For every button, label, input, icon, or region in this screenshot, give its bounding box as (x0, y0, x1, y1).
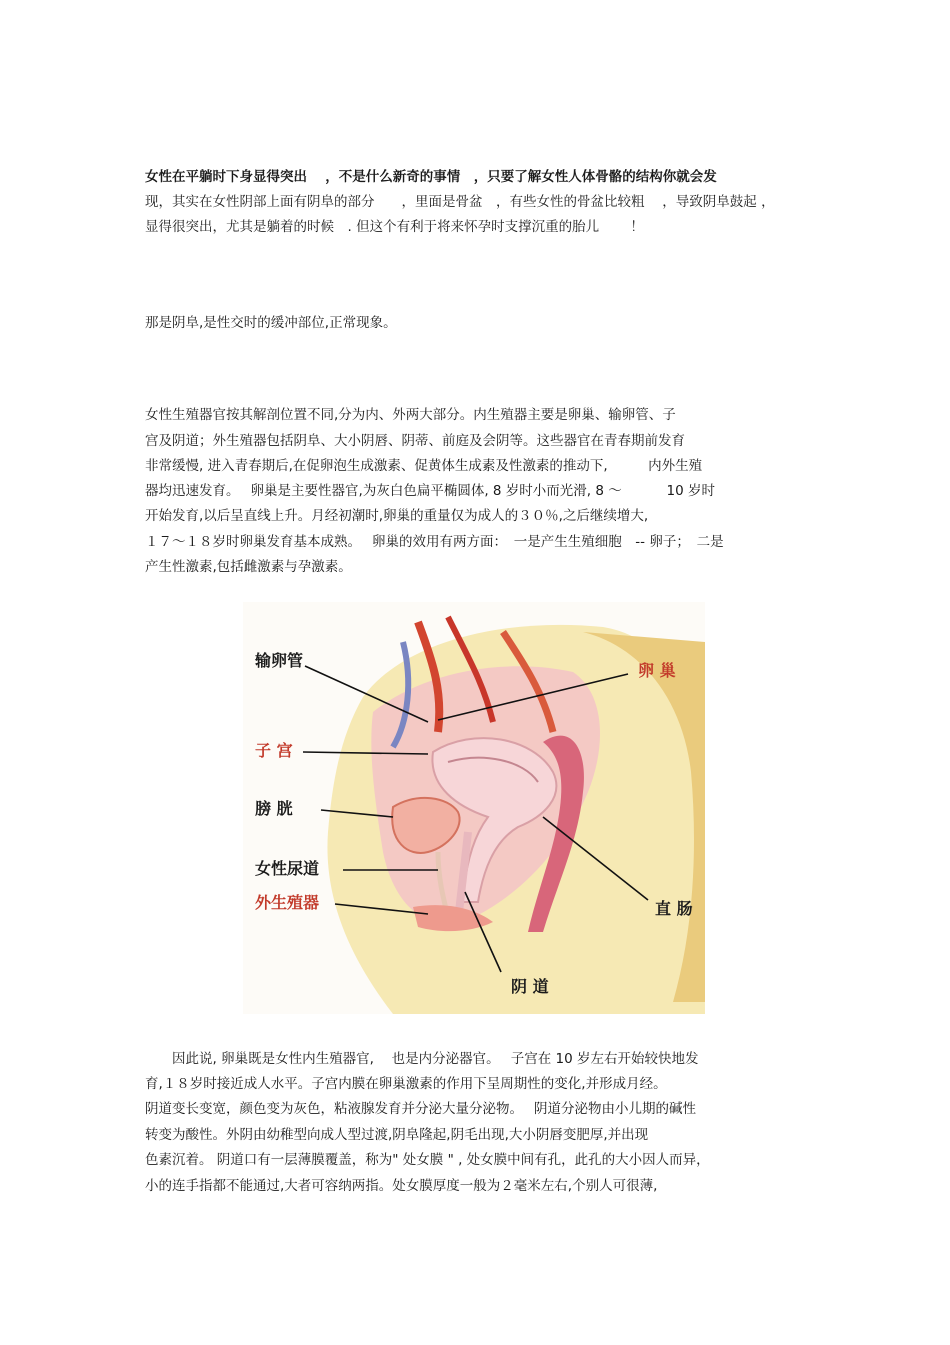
continuation-line-1: 因此说, 卵巢既是女性内生殖器官, 也是内分泌器官。 子宫在 10 岁左右开始较快地发 (145, 1051, 699, 1067)
continuation-line-4: 转变为酸性。外阴由幼稚型向成人型过渡,阴阜隆起,阴毛出现,大小阴唇变肥厚,并出现 (145, 1127, 649, 1143)
anatomy-line-6: １７～１８岁时卵巢发育基本成熟。 卵巢的效用有两方面： 一是产生生殖细胞 -- 卵子； 二是 (145, 534, 724, 550)
anatomy-line-5: 开始发育,以后呈直线上升。月经初潮时,卵巢的重量仅为成人的３０％,之后继续增大, (145, 508, 649, 524)
label-bladder: 膀 胱 (255, 799, 293, 818)
label-fallopian-tube: 输卵管 (255, 651, 304, 670)
anatomy-line-7: 产生性激素,包括雌激素与孕激素。 (145, 559, 352, 575)
label-vagina: 阴 道 (511, 977, 549, 996)
anatomy-line-1: 女性生殖器官按其解剖位置不同,分为内、外两大部分。内生殖器主要是卵巢、输卵管、子 (145, 407, 676, 423)
label-uterus: 子 宫 (255, 741, 293, 760)
intro-line-1: 女性在平躺时下身显得突出 ，不是什么新奇的事情 ，只要了解女性人体骨骼的结构你就会发 (145, 169, 717, 185)
label-ovary: 卵 巢 (638, 661, 676, 680)
label-urethra: 女性尿道 (255, 859, 320, 878)
anatomy-line-2: 宫及阴道；外生殖器包括阴阜、大小阴唇、阴蒂、前庭及会阴等。这些器官在青春期前发育 (145, 433, 685, 449)
continuation-line-2: 育,１８岁时接近成人水平。子宫内膜在卵巢激素的作用下呈周期性的变化,并形成月经。 (145, 1076, 667, 1092)
intro-line-2: 现，其实在女性阴部上面有阴阜的部分 ，里面是骨盆 ，有些女性的骨盆比较粗 ，导致阴阜鼓起 ， (145, 194, 775, 210)
anatomy-line-3: 非常缓慢, 进入青春期后,在促卵泡生成激素、促黄体生成素及性激素的推动下, 内外生殖 (145, 458, 703, 474)
label-external-genitalia: 外生殖器 (255, 893, 320, 912)
note-paragraph: 那是阴阜,是性交时的缓冲部位,正常现象。 (145, 315, 397, 331)
continuation-line-6: 小的连手指都不能通过,大者可容纳两指。处女膜厚度一般为２毫米左右,个别人可很薄, (145, 1178, 658, 1194)
continuation-line-5: 色素沉着。 阴道口有一层薄膜覆盖，称为" 处女膜 " , 处女膜中间有孔，此孔的大小因人而异， (145, 1152, 710, 1168)
anatomy-line-4: 器均迅速发育。 卵巢是主要性器官,为灰白色扁平椭圆体, 8 岁时小而光滑, 8 ～ 10 岁时 (145, 483, 716, 499)
anatomy-illustration (243, 602, 705, 1014)
label-rectum: 直 肠 (655, 899, 693, 918)
intro-line-3: 显得很突出，尤其是躺着的时候 . 但这个有利于将来怀孕时支撑沉重的胎儿 ！ (145, 219, 644, 235)
continuation-line-3: 阴道变长变宽，颜色变为灰色，粘液腺发育并分泌大量分泌物。 阴道分泌物由小儿期的碱性 (145, 1101, 697, 1117)
